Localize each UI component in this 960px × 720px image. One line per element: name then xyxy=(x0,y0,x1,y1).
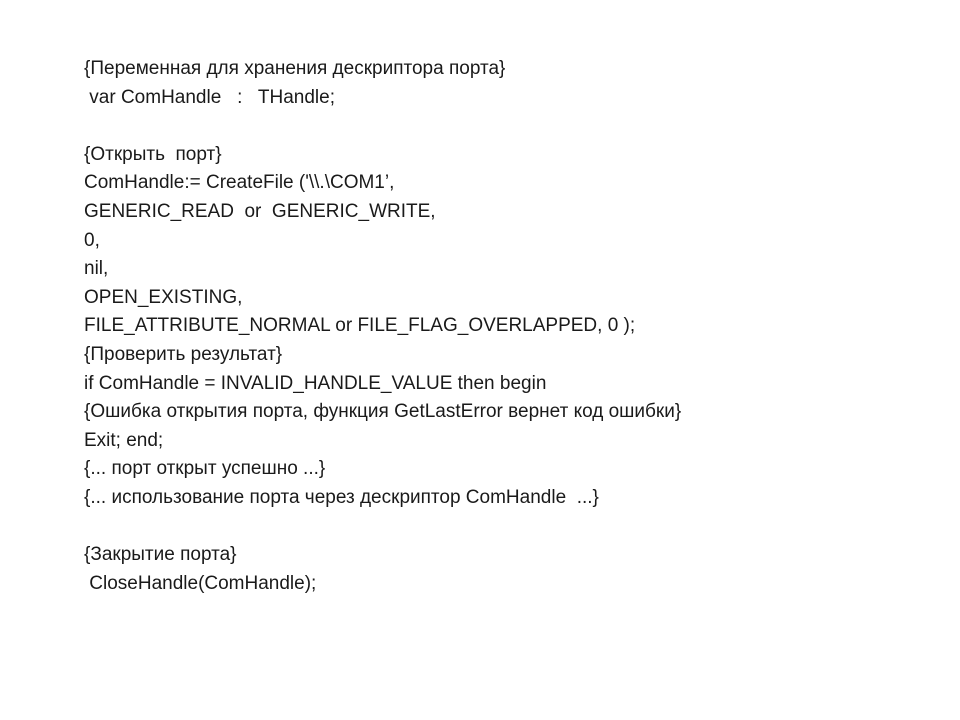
code-comment-variable: {Переменная для хранения дескриптора порта} xyxy=(84,58,506,79)
code-access-flags: GENERIC_READ or GENERIC_WRITE, xyxy=(84,200,436,222)
code-comment-error: {Ошибка открытия порта, функция GetLastError вернет код ошибки} xyxy=(84,401,682,423)
code-blank-line xyxy=(84,112,924,141)
code-comment-open-port: {Открыть порт} xyxy=(84,143,222,165)
code-comment-close-port: {Закрытие порта} xyxy=(84,544,237,566)
code-var-declaration: var ComHandle : THandle; xyxy=(84,86,335,108)
code-share-mode: 0, xyxy=(84,229,100,251)
code-exit-end: Exit; end; xyxy=(84,429,164,451)
code-security-attributes: nil, xyxy=(84,258,109,280)
code-blank-line xyxy=(84,513,924,542)
code-creation-disposition: OPEN_EXISTING, xyxy=(84,286,243,308)
code-closehandle-call: CloseHandle(ComHandle); xyxy=(84,572,317,594)
code-if-invalid-handle: if ComHandle = INVALID_HANDLE_VALUE then begin xyxy=(84,372,547,394)
code-createfile-call: ComHandle:= CreateFile ('\\.\COM1’, xyxy=(84,172,395,194)
code-comment-port-opened: {... порт открыт успешно ...} xyxy=(84,458,326,480)
code-file-attributes: FILE_ATTRIBUTE_NORMAL or FILE_FLAG_OVERLAPPED, 0 ); xyxy=(84,315,636,337)
code-listing xyxy=(84,55,924,598)
code-comment-port-usage: {... использование порта через дескриптор ComHandle ...} xyxy=(84,486,599,508)
code-comment-check-result: {Проверить результат} xyxy=(84,343,283,365)
